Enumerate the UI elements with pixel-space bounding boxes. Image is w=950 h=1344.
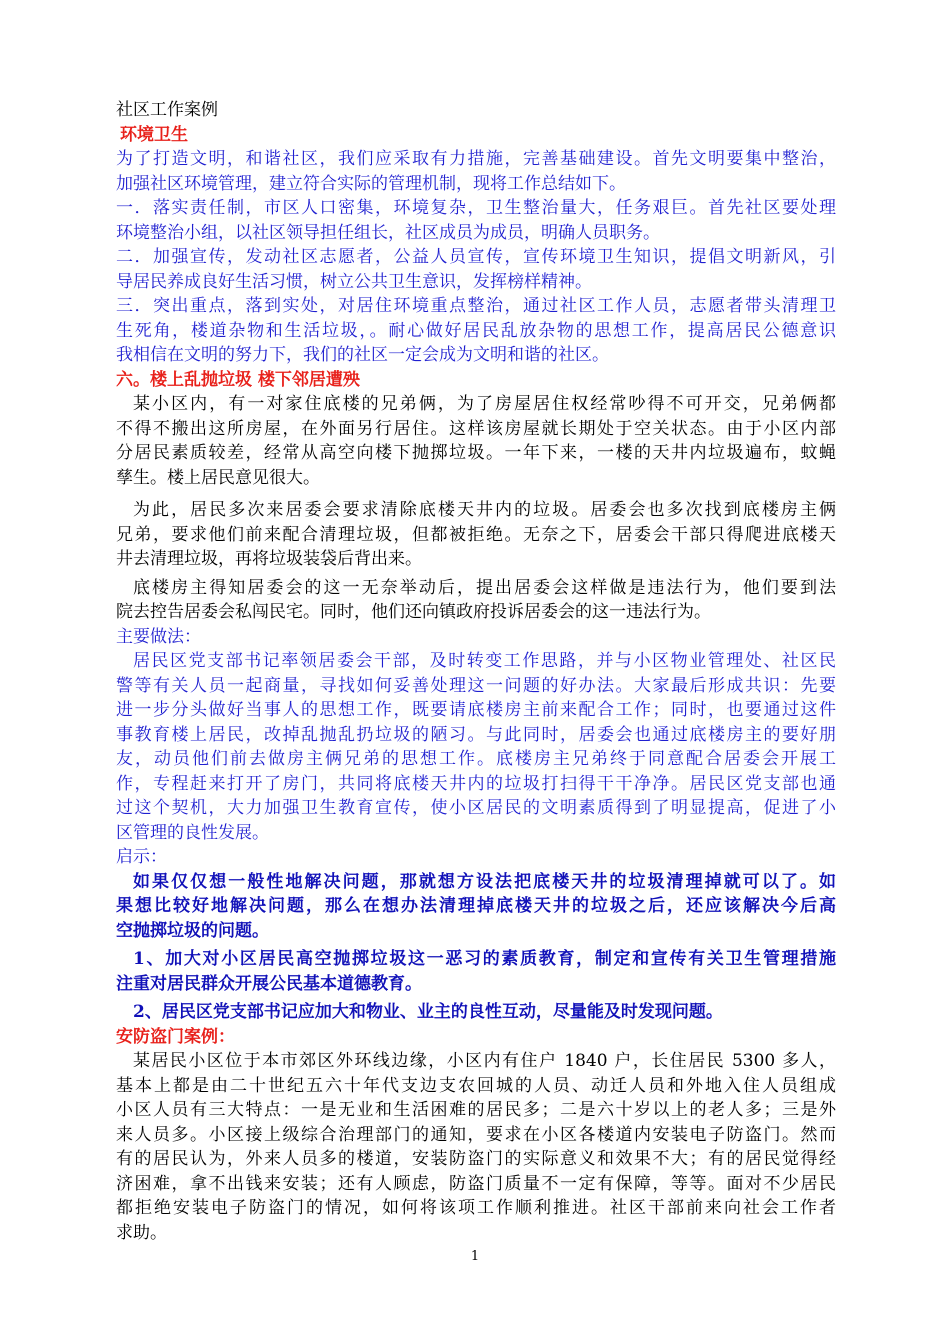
section1-line: 环境整治小组，以社区领导担任组长，社区成员为成员，明确人员职务。 — [116, 222, 660, 243]
paragraph-line: 底楼房主得知居委会的这一无奈举动后，提出居委会这样做是违法行为，他们要到法 — [133, 577, 836, 598]
case-line: 来人员多。小区接上级综合治理部门的通知，要求在小区各楼道内安装电子防盗门。然而 — [116, 1124, 836, 1145]
paragraph-line: 为此，居民多次来居委会要求清除底楼天井内的垃圾。居委会也多次找到底楼房主俩 — [133, 500, 836, 520]
section-heading-environment: 环境卫生 — [120, 124, 188, 145]
section1-line: 导居民养成良好生活习惯，树立公共卫生意识，发挥榜样精神。 — [116, 271, 592, 292]
document-title: 社区工作案例 — [116, 100, 218, 120]
paragraph-line: 不得不搬出这所房屋，在外面另行居住。这样该房屋就长期处于空关状态。由于小区内部 — [116, 418, 836, 439]
case-line: 基本上都是由二十世纪五六十年代支边支农回城的人员、动迁人员和外地入住人员组成 — [116, 1075, 836, 1096]
paragraph-line: 孳生。楼上居民意见很大。 — [116, 467, 320, 488]
paragraph-line: 兄弟，要求他们前来配合清理垃圾，但都被拒绝。无奈之下，居委会干部只得爬进底楼天 — [116, 524, 836, 545]
point-line: 2、居民区党支部书记应加大和物业、业主的良性互动，尽量能及时发现问题。 — [133, 1002, 723, 1022]
page-number: 1 — [470, 1249, 480, 1264]
case-line: 求助。 — [116, 1222, 167, 1243]
point-line: 注重对居民群众开展公民基本道德教育。 — [116, 973, 422, 994]
point-line: 1、加大对小区居民高空抛掷垃圾这一恶习的素质教育，制定和宣传有关卫生管理措施 — [133, 949, 836, 969]
method-line: 作，专程赶来打开了房门，共同将底楼天井内的垃圾打扫得干干净净。居民区党支部也通 — [116, 773, 836, 794]
section-heading-garbage: 六。楼上乱抛垃圾 楼下邻居遭殃 — [116, 369, 360, 390]
method-line: 进一步分头做好当事人的思想工作，既要请底楼房主前来配合工作；同时，也要通过这件 — [116, 700, 836, 720]
section-heading-security-door: 安防盗门案例： — [116, 1026, 235, 1047]
method-line: 警等有关人员一起商量，寻找如何妥善处理这一问题的好办法。大家最后形成共识：先要 — [116, 675, 836, 696]
section1-line: 一．落实责任制，市区人口密集，环境复杂，卫生整治量大，任务艰巨。首先社区要处理 — [116, 198, 836, 218]
paragraph-line: 井去清理垃圾，再将垃圾装袋后背出来。 — [116, 549, 422, 569]
method-line: 居民区党支部书记率领居委会干部，及时转变工作思路，并与小区物业管理处、社区民 — [133, 651, 836, 671]
insight-label: 启示： — [116, 847, 167, 867]
case-line: 济困难，拿不出钱来安装；还有人顾虑，防盗门质量不一定有保障，等等。面对不少居民 — [116, 1173, 836, 1194]
method-line: 友，动员他们前去做房主俩兄弟的思想工作。底楼房主兄弟终于同意配合居委会开展工 — [116, 749, 836, 769]
section1-line: 我相信在文明的努力下，我们的社区一定会成为文明和谐的社区。 — [116, 345, 609, 365]
section1-line: 生死角，楼道杂物和生活垃圾，。耐心做好居民乱放杂物的思想工作，提高居民公德意识 — [116, 320, 836, 341]
case-line: 某居民小区位于本市郊区外环线边缘，小区内有住户 1840 户，长住居民 5300 多人， — [133, 1051, 836, 1071]
insight-line: 果想比较好地解决问题，那么在想办法清理掉底楼天井的垃圾之后，还应该解决今后高 — [116, 896, 836, 916]
section1-line: 为了打造文明，和谐社区，我们应采取有力措施，完善基础建设。首先文明要集中整治， — [116, 149, 836, 169]
case-line: 都拒绝安装电子防盗门的情况，如何将该项工作顺利推进。社区干部前来向社会工作者 — [116, 1198, 836, 1218]
document-page — [116, 98, 836, 1245]
section1-line: 三．突出重点，落到实处，对居住环境重点整治，通过社区工作人员，志愿者带头清理卫 — [116, 296, 836, 316]
section1-line: 二．加强宣传，发动社区志愿者，公益人员宣传，宣传环境卫生知识，提倡文明新风，引 — [116, 247, 836, 267]
case-line: 小区人员有三大特点：一是无业和生活困难的居民多；二是六十岁以上的老人多；三是外 — [116, 1100, 836, 1120]
method-line: 区管理的良性发展。 — [116, 822, 269, 843]
paragraph-line: 某小区内，有一对家住底楼的兄弟俩，为了房屋居住权经常吵得不可开交，兄弟俩都 — [133, 394, 836, 414]
paragraph-line: 分居民素质较差，经常从高空向楼下抛掷垃圾。一年下来，一楼的天井内垃圾遍布，蚊蝇 — [116, 443, 836, 463]
method-line: 事教育楼上居民，改掉乱抛乱扔垃圾的陋习。与此同时，居委会也通过底楼房主的要好朋 — [116, 724, 836, 745]
insight-line: 如果仅仅想一般性地解决问题，那就想方设法把底楼天井的垃圾清理掉就可以了。如 — [133, 871, 836, 892]
case-line: 有的居民认为，外来人员多的楼道，安装防盗门的实际意义和效果不大；有的居民觉得经 — [116, 1149, 836, 1169]
insight-line: 空抛掷垃圾的问题。 — [116, 920, 269, 941]
method-label: 主要做法： — [116, 626, 201, 647]
paragraph-line: 院去控告居委会私闯民宅。同时，他们还向镇政府投诉居委会的这一违法行为。 — [116, 602, 711, 622]
method-line: 过这个契机，大力加强卫生教育宣传，使小区居民的文明素质得到了明显提高，促进了小 — [116, 798, 836, 818]
section1-line: 加强社区环境管理，建立符合实际的管理机制，现将工作总结如下。 — [116, 173, 626, 194]
